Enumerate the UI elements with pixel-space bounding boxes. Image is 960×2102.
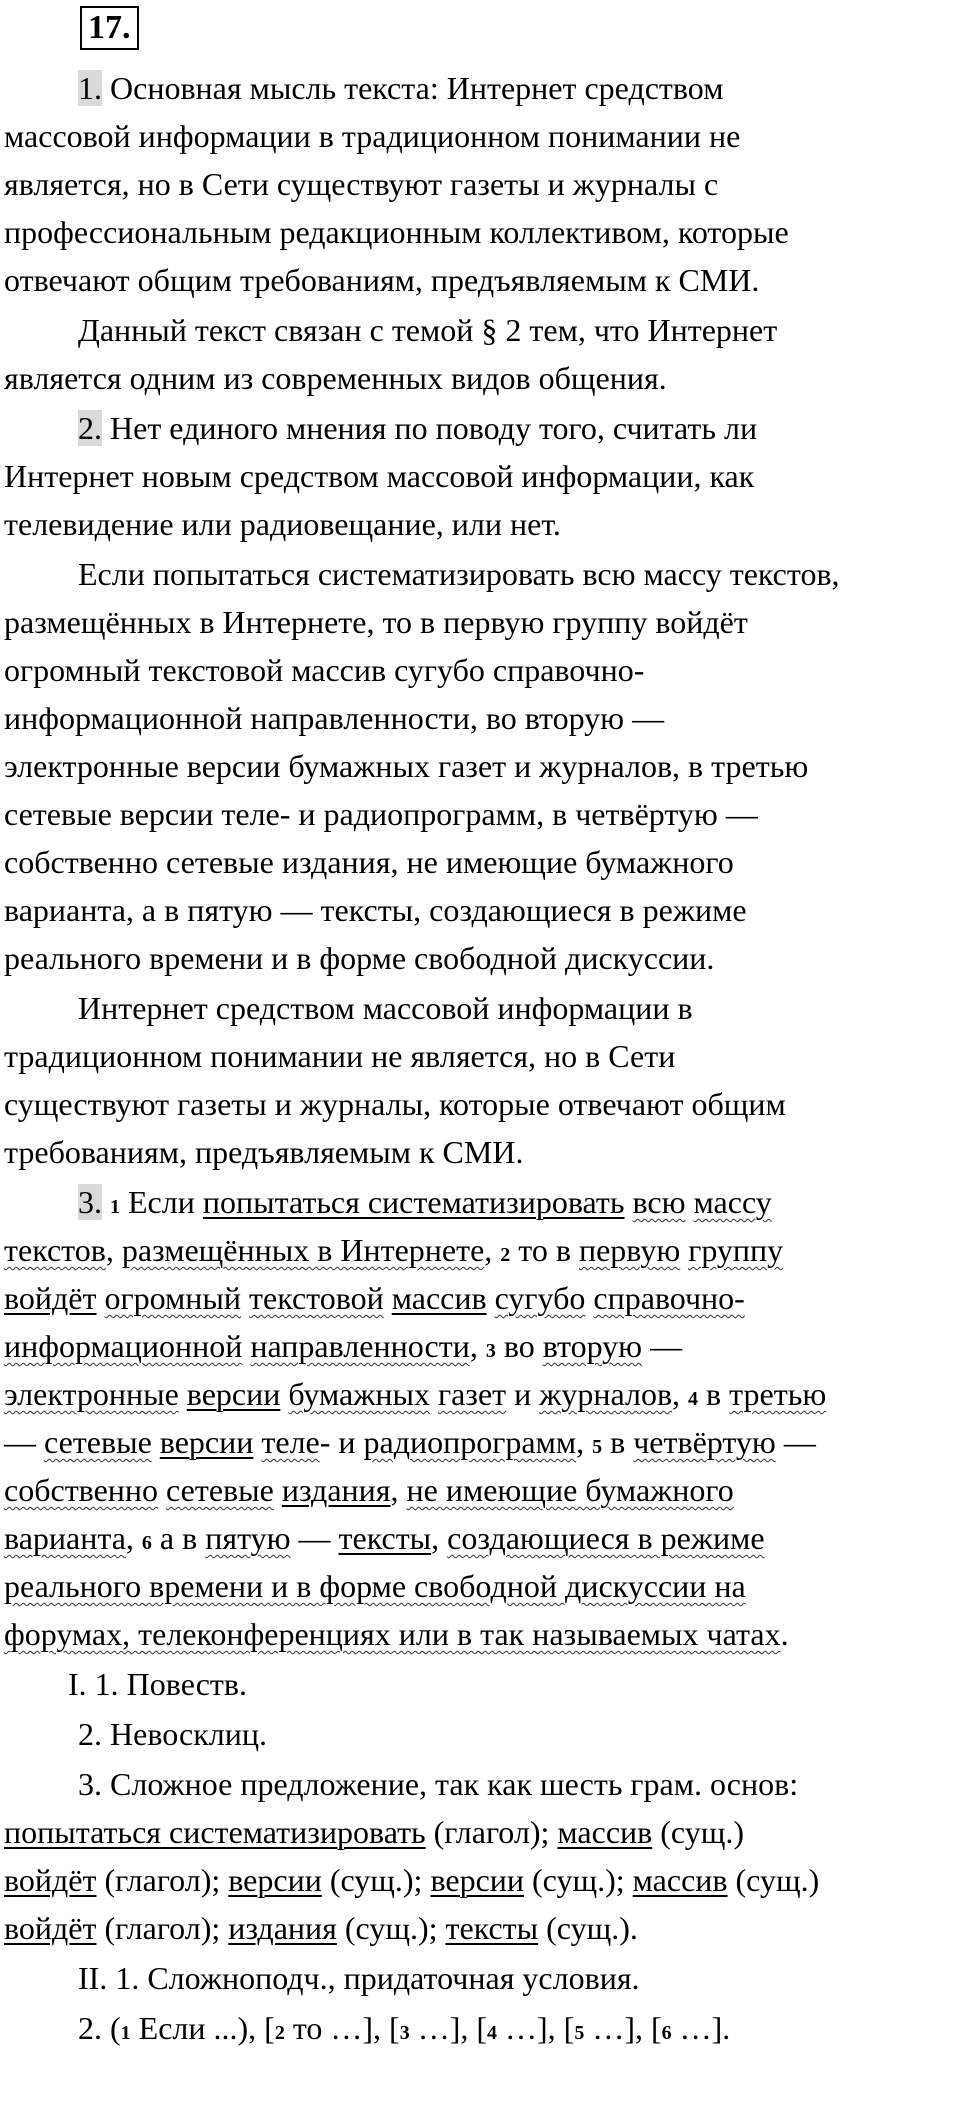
text-run: — [290,1520,339,1556]
text-line [4,164,950,204]
text-line [4,1470,950,1510]
text-run: отвечают общим требованиям, предъявляемым к СМИ. [4,262,760,298]
text-run [274,1472,282,1508]
text-line [4,358,950,398]
secondary-member: варианта [4,1520,126,1556]
text-line [4,1908,950,1948]
secondary-member: сетевые [44,1424,152,1460]
grammatical-basis: попытаться систематизировать [4,1814,426,1850]
clause-index: 1 [110,1196,120,1218]
secondary-member: радиопрограмм [363,1424,577,1460]
grammatical-basis: издания [281,1472,391,1508]
text-run: , [431,1520,448,1556]
clause-index: 3 [485,1340,496,1362]
secondary-member: вторую [542,1328,643,1364]
secondary-member: огромный [104,1280,241,1316]
clause-index: 3 [399,2022,410,2044]
text-run: Нет единого мнения по поводу того, считать ли [102,410,758,446]
text-run: 2. Невосклиц. [78,1716,267,1752]
text-run: (глагол); [96,1862,229,1898]
text-line [4,1374,950,1419]
text-run: …]. [671,2010,731,2046]
text-line [78,1182,950,1227]
text-line [4,650,950,690]
text-run: …], [ [584,2010,662,2046]
text-run: электронные версии бумажных газет и журналов, в третью [4,748,809,784]
text-line [68,1664,950,1704]
text-run: и [506,1376,540,1412]
text-run: (глагол); [96,1910,229,1946]
secondary-member: сугубо [494,1280,586,1316]
text-line [4,1614,950,1654]
highlighted-number: 2. [78,410,102,446]
secondary-member: третью [729,1376,827,1412]
text-line [4,504,950,544]
text-run: Если [120,1184,203,1220]
text-run: 3. Сложное предложение, так как шесть грам. основ: [78,1766,799,1802]
text-run [384,1280,392,1316]
text-run: массовой информации в традиционном понимании не [4,118,741,154]
text-run: является, но в Сети существуют газеты и журналы с [4,166,719,202]
text-run [152,1424,160,1460]
text-line [4,746,950,786]
text-run: варианта, а в пятую — тексты, создающиеся в режиме [4,892,747,928]
text-line [4,1230,950,1275]
text-line [4,1278,950,1318]
text-line [4,456,950,496]
text-run: во [495,1328,543,1364]
text-run: Данный текст связан с темой § 2 тем, что Интернет [78,312,778,348]
secondary-member: реального времени и в форме свободной дискуссии на [4,1568,746,1604]
text-run: , [105,1232,122,1268]
secondary-member: всю [632,1184,686,1220]
secondary-member: справочно- [593,1280,745,1316]
text-run: (сущ.); [321,1862,431,1898]
text-line [78,1714,950,1754]
text-run: Интернет новым средством массовой информации, как [4,458,755,494]
text-run: I. 1. Повеств. [68,1666,247,1702]
text-run: а в [151,1520,206,1556]
clause-index: 5 [592,1436,603,1458]
text-run: является одним из современных видов общения. [4,360,667,396]
secondary-member: бумажных [288,1376,430,1412]
text-line [4,1084,950,1124]
grammatical-basis: войдёт [4,1910,97,1946]
grammatical-basis: попытаться систематизировать [202,1184,625,1220]
text-line [4,602,950,642]
text-line [78,1958,950,1998]
text-line [4,1566,950,1606]
text-run [487,1280,495,1316]
grammatical-basis: массив [632,1862,728,1898]
text-run: , [469,1328,486,1364]
secondary-member: группу [688,1232,784,1268]
text-line [4,212,950,252]
text-run: реального времени и в форме свободной дискуссии. [4,940,715,976]
grammatical-basis: войдёт [4,1280,97,1316]
grammatical-basis: тексты [445,1910,539,1946]
secondary-member: четвёртую [633,1424,776,1460]
clause-index: 2 [274,2022,285,2044]
text-line [4,1326,950,1371]
text-run: сетевые версии теле- и радиопрограмм, в четвёртую — [4,796,758,832]
text-run: (сущ.); [336,1910,446,1946]
text-line [4,794,950,834]
text-line [78,310,950,350]
text-run: (глагол); [425,1814,558,1850]
grammatical-basis: массив [557,1814,653,1850]
text-run: , [484,1232,501,1268]
secondary-member: текстов [4,1232,106,1268]
task-number-box: 17. [80,6,139,50]
text-run: II. 1. Сложноподч., придаточная условия. [78,1960,640,1996]
text-run [430,1376,438,1412]
text-run: в [602,1424,634,1460]
text-line [78,988,950,1028]
secondary-member: первую [578,1232,681,1268]
clause-index: 6 [661,2022,672,2044]
text-line [4,1812,950,1852]
secondary-member: сетевые [166,1472,274,1508]
text-line [4,1132,950,1172]
clause-index: 2 [500,1244,511,1266]
text-run: размещённых в Интернете, то в первую группу войдёт [4,604,748,640]
text-line [4,842,950,882]
text-run: Интернет средством массовой информации в [78,990,693,1026]
secondary-member: форумах, телеконференциях или в так называемых чатах [4,1616,781,1652]
text-run: (сущ.). [538,1910,638,1946]
text-line [4,1518,950,1563]
text-line [78,68,950,108]
text-run: — [642,1328,683,1364]
grammatical-basis: версии [228,1862,322,1898]
text-line [78,408,950,448]
text-line [78,1764,950,1804]
text-run: собственно сетевые издания, не имеющие бумажного [4,844,734,880]
grammatical-basis: издания [228,1910,337,1946]
text-run: — [4,1424,44,1460]
clause-index: 6 [141,1532,152,1554]
grammatical-basis: версии [159,1424,254,1460]
secondary-member: текстовой [249,1280,384,1316]
text-line [4,116,950,156]
highlighted-number: 1. [78,70,102,106]
secondary-member: электронные [4,1376,179,1412]
text-run: , [672,1376,689,1412]
clause-index: 4 [487,2022,497,2044]
text-run: традиционном понимании не является, но в Сети [4,1038,676,1074]
text-run: , [576,1424,593,1460]
text-line [4,890,950,930]
text-run: Если попытаться систематизировать всю массу текстов, [78,556,840,592]
text-run: профессиональным редакционным коллективом, которые [4,214,789,250]
text-run: информационной направленности, во вторую — [4,700,665,736]
text-run: . [780,1616,789,1652]
secondary-member: размещённых в Интернете [121,1232,485,1268]
clause-index: 1 [120,2022,131,2044]
secondary-member: теле [261,1424,320,1460]
text-line [4,1036,950,1076]
text-line [4,698,950,738]
secondary-member: направленности [250,1328,470,1364]
secondary-member: информационной [4,1328,243,1364]
clause-index: 5 [574,2022,585,2044]
grammatical-basis: тексты [338,1520,432,1556]
text-line [4,938,950,978]
text-run: (сущ.) [727,1862,820,1898]
secondary-member: не имеющие бумажного [406,1472,734,1508]
text-run: , [390,1472,407,1508]
secondary-member: собственно [4,1472,159,1508]
text-run: Основная мысль текста: Интернет средством [102,70,724,106]
text-run: телевидение или радиовещание, или нет. [4,506,561,542]
text-run [158,1472,166,1508]
text-line [78,554,950,594]
text-run [102,1184,110,1220]
text-line [4,260,950,300]
grammatical-basis: войдёт [4,1862,97,1898]
highlighted-number: 3. [78,1184,102,1220]
grammatical-basis: версии [186,1376,281,1412]
secondary-member: массу [693,1184,772,1220]
secondary-member: создающиеся в режиме [447,1520,765,1556]
text-line [4,1422,950,1467]
text-run [241,1280,249,1316]
secondary-member: газет [437,1376,507,1412]
text-line [78,2008,950,2053]
text-run: …], [ [409,2010,487,2046]
text-line [4,1860,950,1900]
secondary-member: пятую [205,1520,291,1556]
text-run: то в [510,1232,579,1268]
text-run: (сущ.); [524,1862,633,1898]
text-run: , [125,1520,142,1556]
text-run: Если ...), [ [130,2010,275,2046]
text-run: требованиям, предъявляемым к СМИ. [4,1134,524,1170]
text-run: 2. ( [78,2010,121,2046]
text-run: огромный текстовой массив сугубо справочно- [4,652,645,688]
text-run: - и [319,1424,364,1460]
grammatical-basis: массив [391,1280,487,1316]
text-run: в [698,1376,730,1412]
text-run [179,1376,187,1412]
text-run: …], [ [497,2010,575,2046]
text-run [686,1184,694,1220]
grammatical-basis: версии [430,1862,525,1898]
text-run: существуют газеты и журналы, которые отвечают общим [4,1086,786,1122]
secondary-member: журналов [539,1376,673,1412]
text-run: то …], [ [284,2010,400,2046]
text-run: (сущ.) [652,1814,744,1850]
text-run: — [775,1424,816,1460]
clause-index: 4 [688,1388,699,1410]
